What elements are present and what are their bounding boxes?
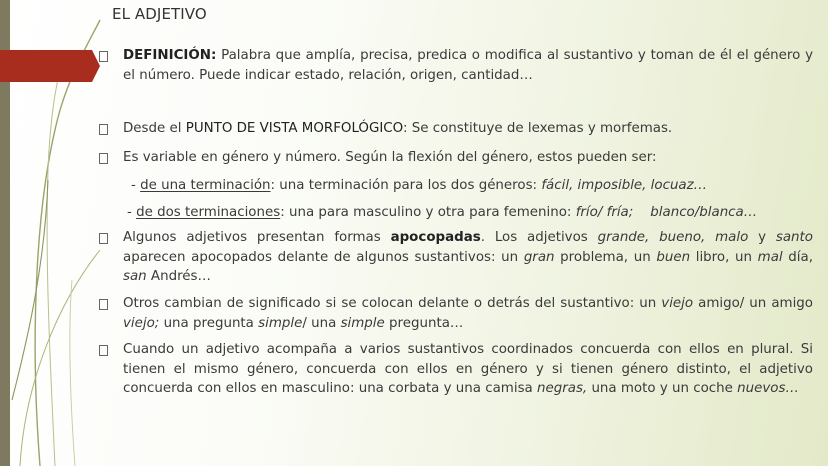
agreement-example-1: negras,	[537, 381, 588, 396]
bullet-icon	[97, 297, 111, 311]
one-termination-term: de una terminación	[140, 178, 271, 193]
apoc-example-mal: mal	[757, 249, 783, 265]
agreement-text-a: Cuando un adjetivo acompaña a varios sustantivos coordinados concuerda con ellos en plural. Si tienen el mismo género, concuerda con ellos en género y si tienen género distinto, el adjetivo concuerda con ellos en masculino: una corbata y una camisa	[123, 342, 813, 396]
meaning-example-4: simple	[340, 315, 385, 331]
apoc-text-d4: día,	[782, 249, 813, 265]
apoc-text-d5: Andrés…	[146, 269, 211, 284]
morphology-text: : Se constituye de lexemas y morfemas.	[402, 121, 673, 136]
paragraph-meaning-change	[123, 294, 813, 333]
title-accent-band	[0, 50, 100, 82]
bullet-icon	[97, 231, 111, 245]
meaning-text-c: una pregunta	[159, 315, 259, 331]
meaning-example-2: viejo;	[123, 315, 160, 331]
two-terminations-examples: frío/ fría; blanco/blanca…	[575, 205, 758, 220]
two-terminations-term: de dos terminaciones	[136, 205, 281, 220]
one-termination-examples: fácil, imposible, locuaz…	[541, 178, 708, 193]
one-termination-text: : una terminación para los dos géneros:	[270, 178, 542, 193]
apoc-text-b: . Los adjetivos	[480, 230, 598, 245]
paragraph-variable	[123, 148, 813, 168]
meaning-text-d: / una	[302, 315, 341, 331]
morphology-prefix: Desde el	[123, 121, 186, 136]
apoc-word-santo: santo	[775, 230, 813, 245]
slide-title: EL ADJETIVO	[112, 5, 207, 23]
dash: -	[127, 205, 137, 220]
sub-one-termination	[131, 176, 707, 196]
apoc-example-san: san	[123, 269, 147, 284]
apoc-example-buen: buen	[656, 249, 691, 265]
paragraph-definition	[123, 46, 813, 85]
bullet-icon	[97, 151, 111, 165]
paragraph-apocopadas	[123, 228, 813, 287]
meaning-example-3: simple	[258, 315, 303, 331]
sub-two-terminations	[127, 203, 757, 223]
apoc-words: grande, bueno, malo	[597, 230, 749, 245]
dash: -	[131, 178, 141, 193]
meaning-example-1: viejo	[661, 296, 694, 311]
definition-term: DEFINICIÓN:	[123, 48, 217, 63]
definition-text: Palabra que amplía, precisa, predica o modifica al sustantivo y toman de él el género y el número. Puede indicar estado, relación, origen, cantidad…	[123, 48, 813, 83]
meaning-text-a: Otros cambian de significado si se colocan delante o detrás del sustantivo: un	[123, 296, 662, 311]
apoc-text-d3: libro, un	[690, 249, 758, 265]
meaning-text-b: amigo/ un amigo	[693, 296, 813, 311]
apoc-text-d: aparecen apocopados delante de algunos sustantivos: un	[123, 249, 524, 265]
agreement-text-b: una moto y un coche	[587, 381, 738, 396]
morphology-term: PUNTO DE VISTA MORFOLÓGICO	[185, 121, 403, 136]
apoc-text-c: y	[748, 230, 776, 245]
agreement-example-2: nuevos…	[737, 381, 799, 396]
apocopadas-term: apocopadas	[390, 230, 481, 245]
meaning-text-e: pregunta…	[384, 315, 464, 331]
variable-text: Es variable en género y número. Según la flexión del género, estos pueden ser:	[123, 150, 657, 165]
bullet-icon	[97, 343, 111, 357]
apoc-text-d2: problema, un	[554, 249, 657, 265]
bullet-icon	[97, 122, 111, 136]
two-terminations-text: : una para masculino y otra para femenino:	[280, 205, 576, 220]
bullet-icon	[97, 49, 111, 63]
paragraph-agreement	[123, 340, 813, 399]
paragraph-morphology	[123, 119, 813, 139]
apoc-example-gran: gran	[523, 249, 555, 265]
apoc-text-a: Algunos adjetivos presentan formas	[123, 230, 391, 245]
